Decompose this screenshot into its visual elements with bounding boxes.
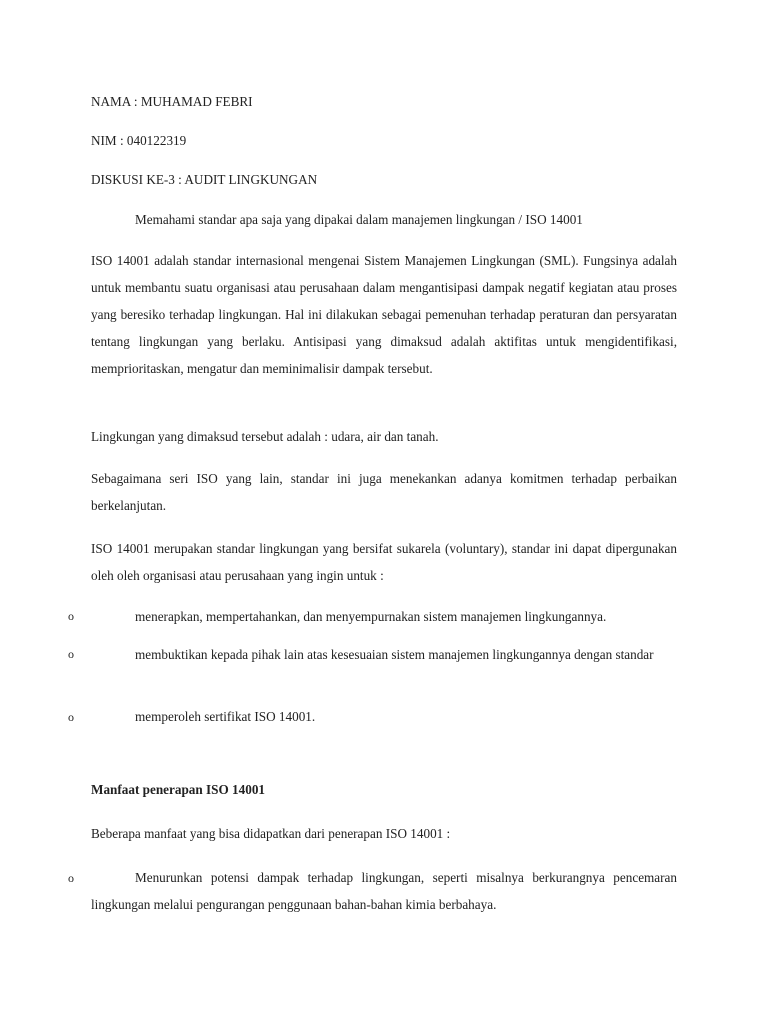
student-nim: NIM : 040122319	[91, 133, 187, 148]
list-item: membuktikan kepada pihak lain atas kesesuaian sistem manajemen lingkungannya dengan standar	[135, 647, 654, 662]
list-item: memperoleh sertifikat ISO 14001.	[135, 709, 316, 724]
list-item: menerapkan, mempertahankan, dan menyempurnakan sistem manajemen lingkungannya.	[135, 609, 607, 624]
discussion-title: DISKUSI KE-3 : AUDIT LINGKUNGAN	[91, 172, 318, 187]
paragraph-sukarela: ISO 14001 merupakan standar lingkungan yang bersifat sukarela (voluntary), standar ini dapat dipergunakan oleh oleh organisasi atau perusahaan yang ingin untuk :	[91, 541, 677, 583]
student-name: NAMA : MUHAMAD FEBRI	[91, 94, 253, 109]
section-heading: Manfaat penerapan ISO 14001	[91, 782, 266, 797]
question-line: Memahami standar apa saja yang dipakai dalam manajemen lingkungan / ISO 14001	[135, 212, 583, 227]
bullet-marker: o	[68, 647, 74, 661]
paragraph-iso-definition: ISO 14001 adalah standar internasional mengenai Sistem Manajemen Lingkungan (SML). Fungsinya adalah untuk membantu suatu organisasi atau perusahaan dalam mengantisipasi dampak negatif kegiatan atau proses yang beresiko terhadap lingkungan. Hal ini dilakukan sebagai pemenuhan terhadap peraturan dan persyaratan tentang lingkungan yang berlaku. Antisipasi yang dimaksud adalah aktifitas untuk mengidentifikasi, memprioritaskan, mengatur dan meminimalisir dampak tersebut.	[91, 253, 677, 376]
paragraph-lingkungan: Lingkungan yang dimaksud tersebut adalah : udara, air dan tanah.	[91, 429, 439, 444]
paragraph-komitmen: Sebagaimana seri ISO yang lain, standar ini juga menekankan adanya komitmen terhadap perbaikan berkelanjutan.	[91, 471, 677, 513]
list-item: Menurunkan potensi dampak terhadap lingkungan, seperti misalnya berkurangnya pencemaran lingkungan melalui pengurangan penggunaan bahan-bahan kimia berbahaya.	[91, 870, 677, 912]
bullet-marker: o	[68, 609, 74, 623]
bullet-marker: o	[68, 871, 74, 885]
bullet-marker: o	[68, 710, 74, 724]
section-intro: Beberapa manfaat yang bisa didapatkan dari penerapan ISO 14001 :	[91, 826, 451, 841]
